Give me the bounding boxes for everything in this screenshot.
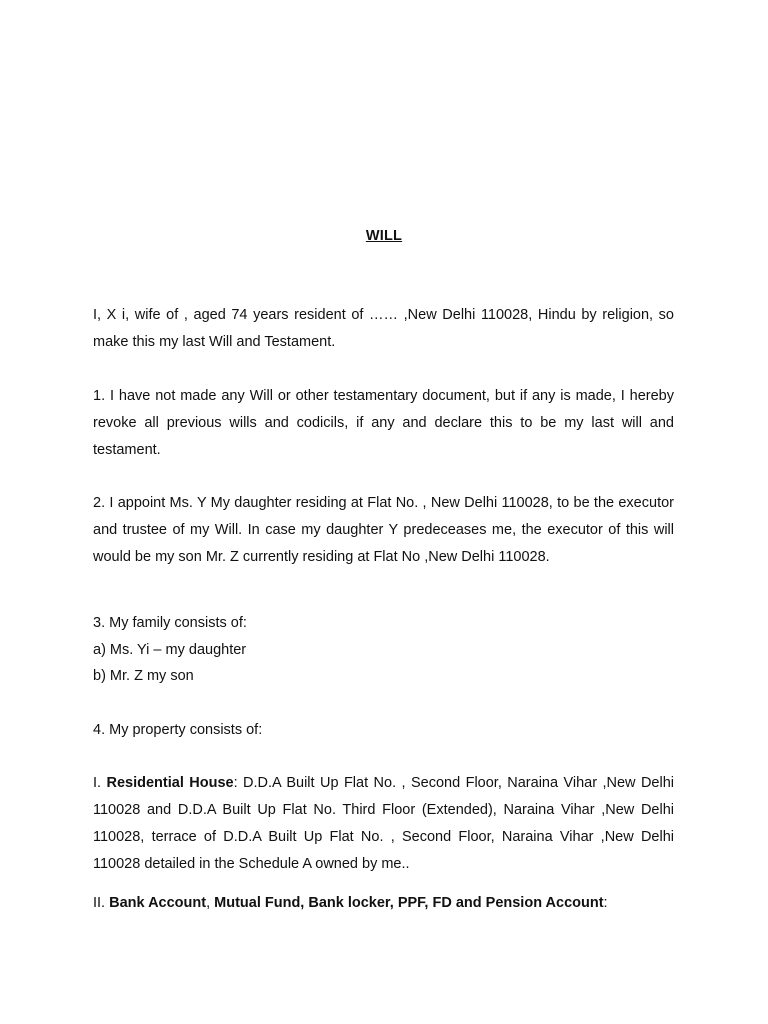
clause-3-heading: 3. My family consists of:	[93, 615, 247, 631]
document-title: WILL	[365, 228, 403, 244]
property-item-2-number: II.	[93, 895, 110, 911]
intro-paragraph: I, X i, wife of , aged 74 years resident of …… ,New Delhi 110028, Hindu by religion, so make this my last Will and Testament.	[93, 307, 674, 350]
property-item-1-text: : D.D.A Built Up Flat No. , Second Floor, Naraina Vihar ,New Delhi 110028 and D.D.A Built Up Flat No. Third Floor (Extended), Naraina Vihar ,New Delhi 110028, terrace of D.D.A Built Up Flat No. , Second Floor, Naraina Vihar ,New Delhi 110028 detailed in the Schedule A owned by me..	[93, 775, 674, 872]
property-item-2-separator: ,	[206, 895, 215, 911]
property-item-2-suffix: :	[603, 895, 608, 911]
clause-2-paragraph: 2. I appoint Ms. Y My daughter residing at Flat No. , New Delhi 110028, to be the executor and trustee of my Will. In case my daughter Y predeceases me, the executor of this will would be my son Mr. Z currently residing at Flat No ,New Delhi 110028.	[93, 495, 674, 565]
property-item-2	[93, 890, 674, 917]
property-item-2-label-funds: Mutual Fund, Bank locker, PPF, FD and Pension Account	[214, 895, 604, 911]
clause-1-paragraph: 1. I have not made any Will or other testamentary document, but if any is made, I hereby revoke all previous wills and codicils, if any and declare this to be my last will and testament.	[93, 388, 674, 458]
clause-3-item-b: b) Mr. Z my son	[93, 668, 194, 684]
property-item-1-label: Residential House	[106, 775, 234, 791]
clause-4-heading: 4. My property consists of:	[93, 722, 263, 738]
clause-3-item-a: a) Ms. Yi – my daughter	[93, 642, 247, 658]
property-item-2-label-bank: Bank Account	[109, 895, 207, 911]
property-item-1	[93, 770, 674, 878]
property-item-1-number: I.	[93, 775, 107, 791]
